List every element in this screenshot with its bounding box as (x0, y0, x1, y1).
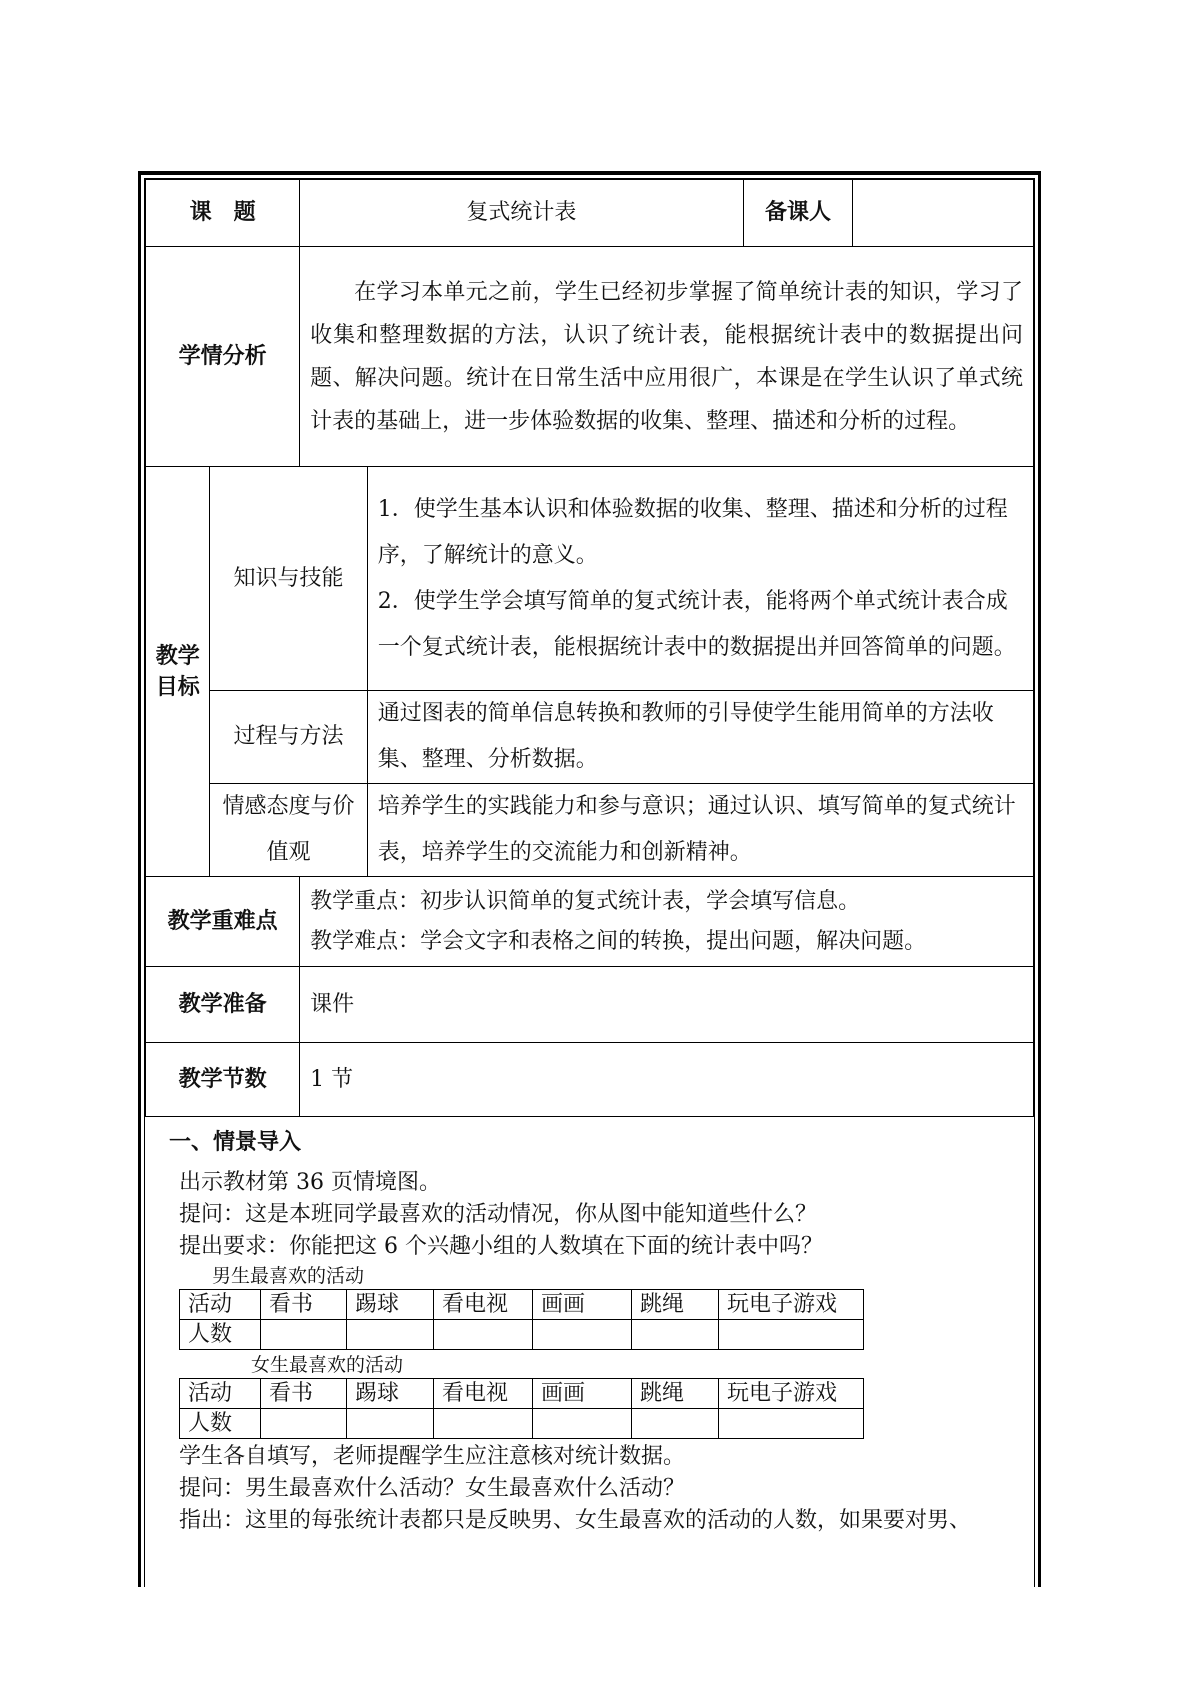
objective-process-row (146, 691, 1034, 784)
boys-table-header-row (180, 1290, 864, 1320)
girls-header-tv: 看电视 (434, 1379, 533, 1409)
boys-header-tv: 看电视 (434, 1290, 533, 1320)
girls-header-rope: 跳绳 (632, 1379, 719, 1409)
prep-value: 课件 (300, 967, 1034, 1043)
prep-label: 教学准备 (146, 967, 300, 1043)
key-points-row (146, 877, 1034, 967)
process-line-3: 提出要求：你能把这 6 个兴趣小组的人数填在下面的统计表中吗？ (179, 1234, 823, 1259)
girls-count-cell[interactable] (347, 1409, 434, 1439)
lesson-plan-table (145, 179, 1034, 1117)
objective-process-text: 通过图表的简单信息转换和教师的引导使学生能用简单的方法收集、整理、分析数据。 (367, 691, 1033, 784)
teaching-process (145, 1117, 1034, 1537)
preparer-value (853, 180, 1034, 247)
objective-knowledge-row (146, 467, 1034, 691)
boys-header-reading: 看书 (261, 1290, 347, 1320)
boys-count-cell[interactable] (719, 1320, 864, 1350)
boys-table-count-row (180, 1320, 864, 1350)
preparer-label: 备课人 (743, 180, 853, 247)
periods-value: 1 节 (300, 1043, 1034, 1117)
boys-count-cell[interactable] (347, 1320, 434, 1350)
girls-header-football: 踢球 (347, 1379, 434, 1409)
process-after-line-1: 学生各自填写，老师提醒学生应注意核对统计数据。 (179, 1444, 686, 1469)
girls-count-cell[interactable] (533, 1409, 632, 1439)
topic-value: 复式统计表 (300, 180, 743, 247)
objective-knowledge-item-1: 1．使学生基本认识和体验数据的收集、整理、描述和分析的过程序，了解统计的意义。 (377, 496, 1008, 568)
objective-attitude-row (146, 784, 1034, 877)
boys-header-football: 踢球 (347, 1290, 434, 1320)
lesson-plan-inner-frame (144, 178, 1035, 1587)
process-line-1: 出示教材第 36 页情境图。 (179, 1170, 441, 1195)
girls-count-cell[interactable] (261, 1409, 347, 1439)
boys-header-games: 玩电子游戏 (719, 1290, 864, 1320)
boys-count-cell[interactable] (632, 1320, 719, 1350)
process-line-2: 提问：这是本班同学最喜欢的活动情况，你从图中能知道些什么？ (179, 1202, 818, 1227)
key-difficulty: 教学难点：学会文字和表格之间的转换，提出问题，解决问题。 (310, 928, 927, 954)
topic-row (146, 180, 1034, 247)
girls-table-count-row (180, 1409, 864, 1439)
boys-header-rope: 跳绳 (632, 1290, 719, 1320)
topic-label: 课 题 (146, 180, 300, 247)
boys-header-drawing: 画画 (533, 1290, 632, 1320)
objective-knowledge-text (367, 467, 1033, 691)
boys-count-cell[interactable] (434, 1320, 533, 1350)
process-after-line-3: 指出：这里的每张统计表都只是反映男、女生最喜欢的活动的人数，如果要对男、 (179, 1508, 972, 1533)
periods-label: 教学节数 (146, 1043, 300, 1117)
boys-activity-table (179, 1289, 864, 1350)
girls-header-reading: 看书 (261, 1379, 347, 1409)
boys-count-cell[interactable] (261, 1320, 347, 1350)
boys-count-label: 人数 (180, 1320, 261, 1350)
girls-count-label: 人数 (180, 1409, 261, 1439)
lesson-plan-sheet (138, 171, 1041, 1587)
key-focus: 教学重点：初步认识简单的复式统计表，学会填写信息。 (310, 888, 861, 914)
girls-header-drawing: 画画 (533, 1379, 632, 1409)
objective-process-label: 过程与方法 (210, 691, 367, 784)
analysis-row (146, 247, 1034, 467)
girls-table-header-row (180, 1379, 864, 1409)
objectives-label: 教学目标 (146, 467, 210, 877)
prep-row (146, 967, 1034, 1043)
analysis-label: 学情分析 (146, 247, 300, 467)
girls-table-caption: 女生最喜欢的活动 (251, 1354, 404, 1376)
analysis-text: 在学习本单元之前，学生已经初步掌握了简单统计表的知识，学习了收集和整理数据的方法，认识了统计表，能根据统计表中的数据提出问题、解决问题。统计在日常生活中应用很广，本课是在学生认识了单式统计表的基础上，进一步体验数据的收集、整理、描述和分析的过程。 (300, 247, 1034, 467)
boys-table-caption: 男生最喜欢的活动 (212, 1265, 365, 1287)
girls-count-cell[interactable] (719, 1409, 864, 1439)
boys-header-activity: 活动 (180, 1290, 261, 1320)
objective-attitude-label: 情感态度与价值观 (210, 784, 367, 877)
objective-attitude-text: 培养学生的实践能力和参与意识；通过认识、填写简单的复式统计表，培养学生的交流能力和创新精神。 (367, 784, 1033, 877)
objective-knowledge-item-2: 2．使学生学会填写简单的复式统计表，能将两个单式统计表合成一个复式统计表，能根据统计表中的数据提出并回答简单的问题。 (377, 588, 1016, 660)
girls-header-activity: 活动 (180, 1379, 261, 1409)
girls-count-cell[interactable] (632, 1409, 719, 1439)
boys-count-cell[interactable] (533, 1320, 632, 1350)
key-points-label: 教学重难点 (146, 877, 300, 967)
girls-count-cell[interactable] (434, 1409, 533, 1439)
objective-knowledge-label: 知识与技能 (210, 467, 367, 691)
periods-row (146, 1043, 1034, 1117)
key-points-text (300, 877, 1034, 967)
process-heading: 一、情景导入 (169, 1130, 302, 1155)
girls-activity-table (179, 1378, 864, 1439)
process-after-line-2: 提问：男生最喜欢什么活动？女生最喜欢什么活动？ (179, 1476, 686, 1501)
girls-header-games: 玩电子游戏 (719, 1379, 864, 1409)
